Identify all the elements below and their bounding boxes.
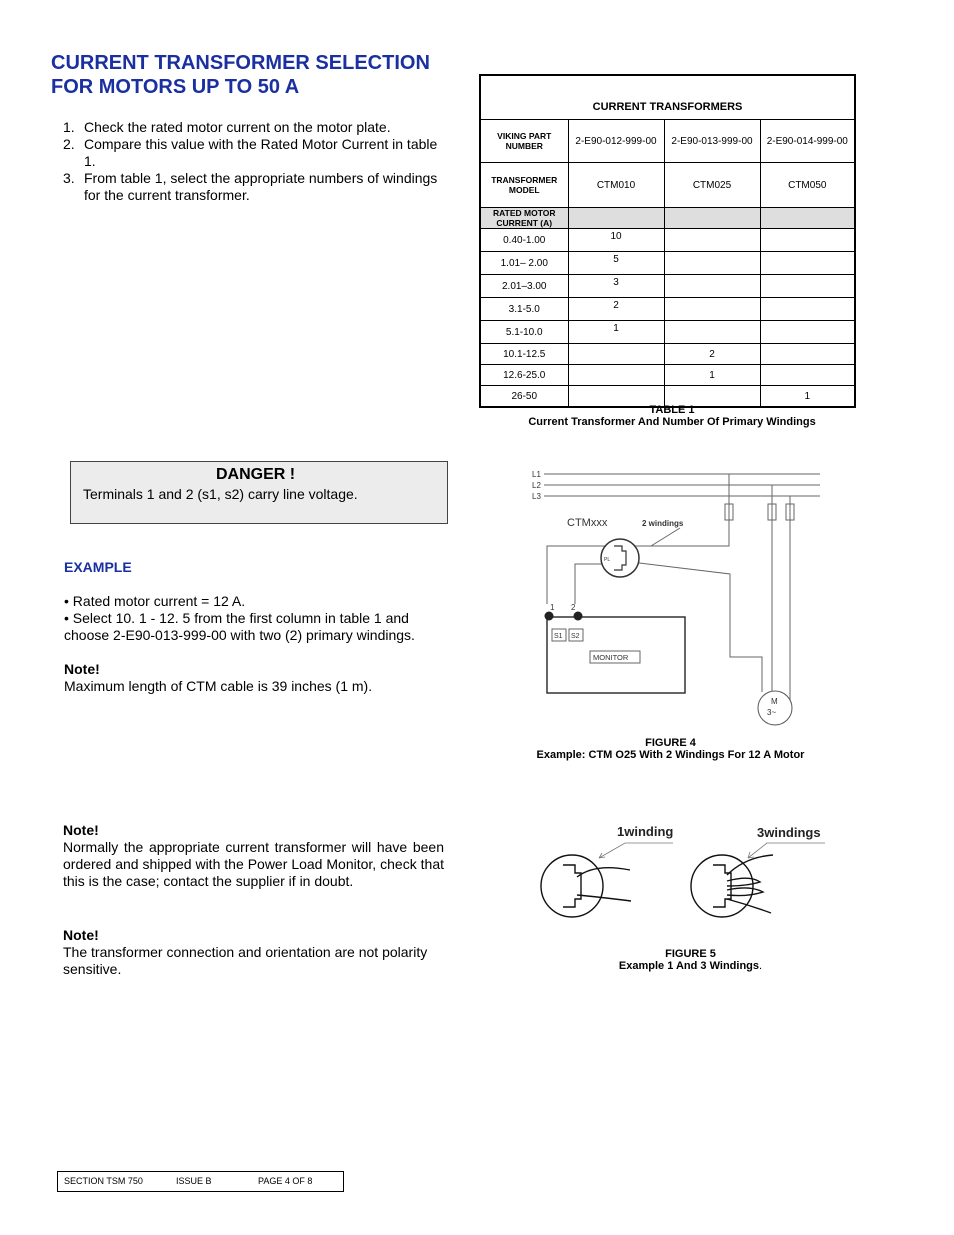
- label-l2: L2: [532, 481, 541, 490]
- label-terminal-2: 2: [571, 603, 576, 612]
- part-number-label: VIKING PART NUMBER: [480, 120, 568, 163]
- ct-three-windings: [691, 855, 753, 917]
- windings-cell: [760, 275, 855, 298]
- table-caption-title: TABLE 1: [649, 404, 695, 416]
- windings-cell: [568, 365, 664, 386]
- current-transformer-table: [479, 74, 856, 408]
- range-cell: 0.40-1.00: [480, 229, 568, 252]
- footer-section: SECTION TSM 750: [64, 1176, 143, 1186]
- empty-cell: [568, 208, 664, 229]
- table-caption: [479, 404, 865, 428]
- figure-5-title: FIGURE 5: [665, 948, 716, 960]
- footer-issue: ISSUE B: [176, 1176, 212, 1186]
- windings-cell: [760, 344, 855, 365]
- figure-5-caption: [528, 948, 853, 972]
- one-winding-wire-bottom: [577, 895, 631, 901]
- step-text: From table 1, select the appropriate numbers of windings for the current transformer.: [84, 170, 438, 203]
- windings-cell: [760, 365, 855, 386]
- figure-4-title: FIGURE 4: [645, 737, 696, 749]
- figure-5-text: Example 1 And 3 Windings: [618, 960, 759, 972]
- part-number-cell: 2-E90-013-999-00: [664, 120, 760, 163]
- label-s2: S2: [571, 633, 580, 640]
- windings-cell: [568, 344, 664, 365]
- label-monitor: MONITOR: [593, 653, 629, 662]
- table-row: [480, 321, 855, 344]
- model-cell: CTM010: [568, 163, 664, 208]
- range-cell: 3.1-5.0: [480, 298, 568, 321]
- range-cell: 5.1-10.0: [480, 321, 568, 344]
- danger-text: Terminals 1 and 2 (s1, s2) carry line voltage.: [83, 486, 358, 502]
- empty-cell: [664, 208, 760, 229]
- label-pl: PL: [604, 557, 611, 563]
- windings-cell: 10: [568, 229, 664, 252]
- windings-cell: [760, 229, 855, 252]
- range-cell: 10.1-12.5: [480, 344, 568, 365]
- danger-heading: DANGER !: [216, 466, 296, 483]
- table-row: [480, 344, 855, 365]
- label-windings: 2 windings: [642, 519, 684, 528]
- windings-cell: [760, 298, 855, 321]
- title-line-1: CURRENT TRANSFORMER SELECTION: [51, 52, 430, 74]
- rated-current-label: RATED MOTOR CURRENT (A): [480, 208, 568, 229]
- note-3-text: The transformer connection and orientation are not polarity sensitive.: [63, 944, 428, 977]
- windings-cell: [664, 252, 760, 275]
- label-motor: M: [771, 697, 778, 706]
- range-cell: 12.6-25.0: [480, 365, 568, 386]
- model-cell: CTM025: [664, 163, 760, 208]
- title-line-2: FOR MOTORS UP TO 50 A: [51, 76, 300, 98]
- windings-pointer: [651, 528, 680, 546]
- note-heading: Note!: [64, 661, 100, 677]
- table-row: [480, 275, 855, 298]
- pointer-3windings: [748, 843, 825, 858]
- part-number-cell: 2-E90-014-999-00: [760, 120, 855, 163]
- windings-cell: 1: [664, 365, 760, 386]
- windings-cell: [664, 275, 760, 298]
- three-windings-loop-1: [727, 878, 760, 886]
- windings-cell: [664, 321, 760, 344]
- table-header: CURRENT TRANSFORMERS: [480, 75, 855, 120]
- note-3-heading: Note!: [63, 927, 99, 943]
- windings-cell: 3: [568, 275, 664, 298]
- step-text: Compare this value with the Rated Motor Current in table 1.: [84, 136, 438, 169]
- page-title: [51, 51, 430, 99]
- note-2-text: Normally the appropriate current transformer will have been ordered and shipped with the Power Load Monitor, check that this is the case; contact the supplier if in doubt.: [63, 839, 444, 889]
- windings-cell: 1: [760, 386, 855, 408]
- ct-one-core: [563, 865, 581, 907]
- model-cell: CTM050: [760, 163, 855, 208]
- label-terminal-1: 1: [550, 603, 555, 612]
- page-footer: [57, 1171, 344, 1192]
- label-l3: L3: [532, 492, 541, 501]
- figure-5-windings-diagram: [535, 815, 840, 925]
- example-bullet-1: • Rated motor current = 12 A.: [64, 593, 246, 609]
- windings-cell: [664, 298, 760, 321]
- wire-to-motor: [631, 562, 762, 692]
- step-number: 1.: [63, 119, 75, 135]
- ct-one-winding: [541, 855, 603, 917]
- range-cell: 26-50: [480, 386, 568, 408]
- label-3windings: 3windings: [757, 825, 821, 840]
- figure-5-text-line: [528, 960, 853, 972]
- figure-4-text: Example: CTM O25 With 2 Windings For 12 A Motor: [536, 749, 805, 761]
- range-cell: 2.01–3.00: [480, 275, 568, 298]
- one-winding-wire-top: [577, 868, 630, 877]
- terminal-2-dot: [574, 612, 583, 621]
- step-text: Check the rated motor current on the motor plate.: [84, 119, 391, 135]
- empty-cell: [760, 208, 855, 229]
- figure-4-caption: [508, 737, 833, 761]
- table-row: [480, 252, 855, 275]
- step-item: [63, 136, 443, 170]
- label-ctm: CTMxxx: [567, 517, 608, 529]
- example-heading: EXAMPLE: [64, 559, 132, 575]
- transformer-model-label: TRANSFORMER MODEL: [480, 163, 568, 208]
- windings-cell: 2: [568, 298, 664, 321]
- windings-cell: [760, 252, 855, 275]
- label-motor-3phase: 3~: [767, 708, 777, 717]
- part-number-cell: 2-E90-012-999-00: [568, 120, 664, 163]
- table-caption-text: Current Transformer And Number Of Primary Windings: [528, 416, 816, 428]
- table-row: [480, 365, 855, 386]
- windings-cell: 2: [664, 344, 760, 365]
- label-1winding: 1winding: [617, 824, 674, 839]
- terminal-1-dot: [545, 612, 554, 621]
- step-number: 3.: [63, 170, 75, 186]
- step-number: 2.: [63, 136, 75, 152]
- step-item: [63, 119, 443, 136]
- windings-cell: 1: [568, 321, 664, 344]
- footer-page: PAGE 4 OF 8: [258, 1176, 313, 1186]
- note-text: Maximum length of CTM cable is 39 inches (1 m).: [64, 678, 373, 694]
- windings-cell: [760, 321, 855, 344]
- label-l1: L1: [532, 470, 541, 479]
- step-item: [63, 170, 443, 204]
- three-windings-loop-2: [727, 888, 763, 896]
- danger-box: [70, 461, 448, 524]
- selection-steps: [63, 119, 443, 204]
- table-row: [480, 229, 855, 252]
- label-s1: S1: [554, 633, 563, 640]
- note-2-heading: Note!: [63, 822, 99, 838]
- windings-cell: [664, 229, 760, 252]
- range-cell: 1.01– 2.00: [480, 252, 568, 275]
- example-bullet-2: • Select 10. 1 - 12. 5 from the first column in table 1 and choose 2-E90-013-999-00 with two (2) primary windings.: [64, 610, 415, 643]
- figure-4-wiring-diagram: [525, 462, 825, 732]
- figure-5-period: .: [759, 960, 763, 972]
- pointer-1winding: [599, 843, 673, 858]
- windings-cell: 5: [568, 252, 664, 275]
- table-row: [480, 298, 855, 321]
